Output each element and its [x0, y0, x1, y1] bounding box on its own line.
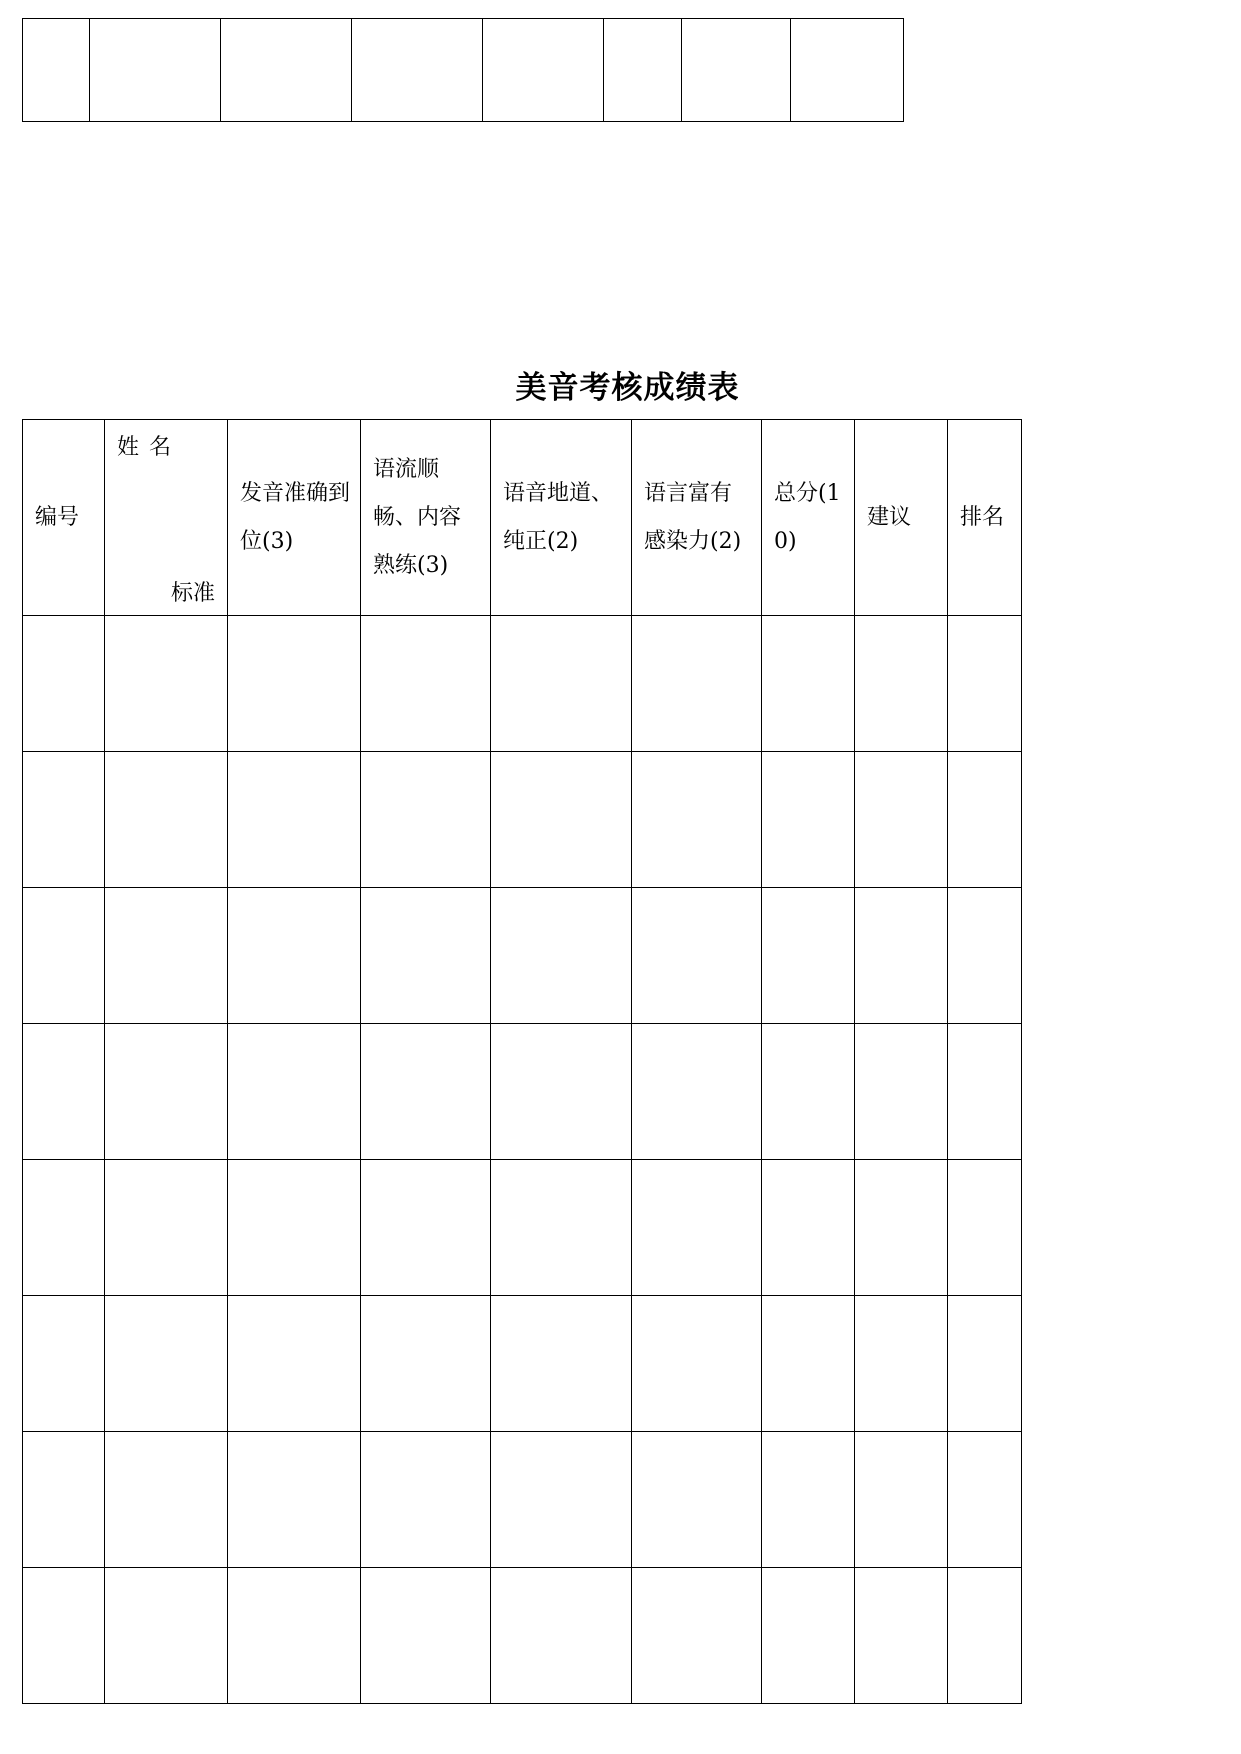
table-cell — [105, 888, 228, 1024]
table-cell — [491, 1024, 632, 1160]
table-cell — [855, 1432, 948, 1568]
table-cell — [632, 1160, 762, 1296]
table-cell — [762, 888, 855, 1024]
table-cell — [762, 1568, 855, 1704]
table-cell — [105, 752, 228, 888]
table-cell — [632, 888, 762, 1024]
header-pronunciation: 发音准确到位(3) — [228, 420, 361, 616]
table-cell — [682, 19, 791, 122]
table-cell — [491, 1568, 632, 1704]
table-cell — [23, 1568, 105, 1704]
table-cell — [105, 1296, 228, 1432]
table-row — [23, 1296, 1022, 1432]
table-cell — [948, 888, 1022, 1024]
table-cell — [855, 1024, 948, 1160]
table-cell — [23, 19, 90, 122]
table-cell — [948, 616, 1022, 752]
table-cell — [855, 752, 948, 888]
header-total: 总分(10) — [762, 420, 855, 616]
table-cell — [228, 752, 361, 888]
table-cell — [948, 1160, 1022, 1296]
header-expressive: 语言富有感染力(2) — [632, 420, 762, 616]
table-cell — [352, 19, 483, 122]
table-row — [23, 616, 1022, 752]
table-cell — [491, 616, 632, 752]
header-suggestion: 建议 — [855, 420, 948, 616]
table-cell — [221, 19, 352, 122]
table-cell — [632, 1296, 762, 1432]
header-standard-label: 标准 — [170, 581, 215, 606]
table-row — [23, 888, 1022, 1024]
table-cell — [90, 19, 221, 122]
table-row — [23, 1160, 1022, 1296]
table-cell — [491, 752, 632, 888]
page-title-text: 美音考核成绩表 — [515, 370, 740, 406]
table-cell — [228, 1568, 361, 1704]
table-cell — [228, 1432, 361, 1568]
table-row — [23, 1568, 1022, 1704]
table-cell — [483, 19, 604, 122]
table-cell — [23, 752, 105, 888]
table-cell — [791, 19, 904, 122]
table-cell — [632, 752, 762, 888]
table-cell — [23, 1024, 105, 1160]
table-cell — [948, 1024, 1022, 1160]
table-cell — [855, 616, 948, 752]
table-cell — [855, 888, 948, 1024]
table-row — [23, 1024, 1022, 1160]
table-cell — [105, 616, 228, 752]
table-cell — [228, 1024, 361, 1160]
table-cell — [491, 1160, 632, 1296]
table-cell — [632, 1024, 762, 1160]
score-table-body — [23, 616, 1022, 1704]
header-authentic: 语音地道、纯正(2) — [491, 420, 632, 616]
table-cell — [491, 888, 632, 1024]
table-row — [23, 1432, 1022, 1568]
top-blank-table — [22, 18, 904, 122]
table-cell — [632, 1432, 762, 1568]
table-cell — [23, 888, 105, 1024]
table-cell — [361, 1296, 491, 1432]
table-row — [23, 19, 904, 122]
table-cell — [23, 1296, 105, 1432]
table-row — [23, 752, 1022, 888]
table-cell — [228, 888, 361, 1024]
table-cell — [855, 1568, 948, 1704]
table-cell — [23, 1432, 105, 1568]
table-cell — [491, 1432, 632, 1568]
table-cell — [604, 19, 682, 122]
table-cell — [361, 888, 491, 1024]
table-cell — [228, 1296, 361, 1432]
table-cell — [228, 1160, 361, 1296]
table-cell — [948, 1568, 1022, 1704]
header-ranking: 排名 — [948, 420, 1022, 616]
page-title — [0, 362, 1241, 407]
header-name-label: 姓名 — [117, 435, 182, 460]
table-cell — [228, 616, 361, 752]
table-cell — [105, 1568, 228, 1704]
table-cell — [23, 1160, 105, 1296]
header-fluency: 语流顺畅、内容熟练(3) — [361, 420, 491, 616]
table-cell — [762, 1024, 855, 1160]
table-cell — [762, 1432, 855, 1568]
table-cell — [105, 1432, 228, 1568]
table-cell — [361, 1568, 491, 1704]
table-cell — [948, 752, 1022, 888]
header-name-standard — [105, 420, 228, 616]
table-cell — [361, 1160, 491, 1296]
table-cell — [361, 616, 491, 752]
table-cell — [855, 1160, 948, 1296]
score-table — [22, 419, 1022, 1704]
table-cell — [361, 752, 491, 888]
table-cell — [632, 616, 762, 752]
table-cell — [762, 1160, 855, 1296]
table-cell — [762, 616, 855, 752]
table-cell — [105, 1160, 228, 1296]
table-cell — [361, 1432, 491, 1568]
table-cell — [361, 1024, 491, 1160]
table-cell — [948, 1432, 1022, 1568]
table-cell — [762, 1296, 855, 1432]
table-cell — [23, 616, 105, 752]
table-cell — [491, 1296, 632, 1432]
table-cell — [948, 1296, 1022, 1432]
table-cell — [632, 1568, 762, 1704]
table-cell — [762, 752, 855, 888]
table-cell — [855, 1296, 948, 1432]
table-cell — [105, 1024, 228, 1160]
header-row — [23, 420, 1022, 616]
header-number: 编号 — [23, 420, 105, 616]
